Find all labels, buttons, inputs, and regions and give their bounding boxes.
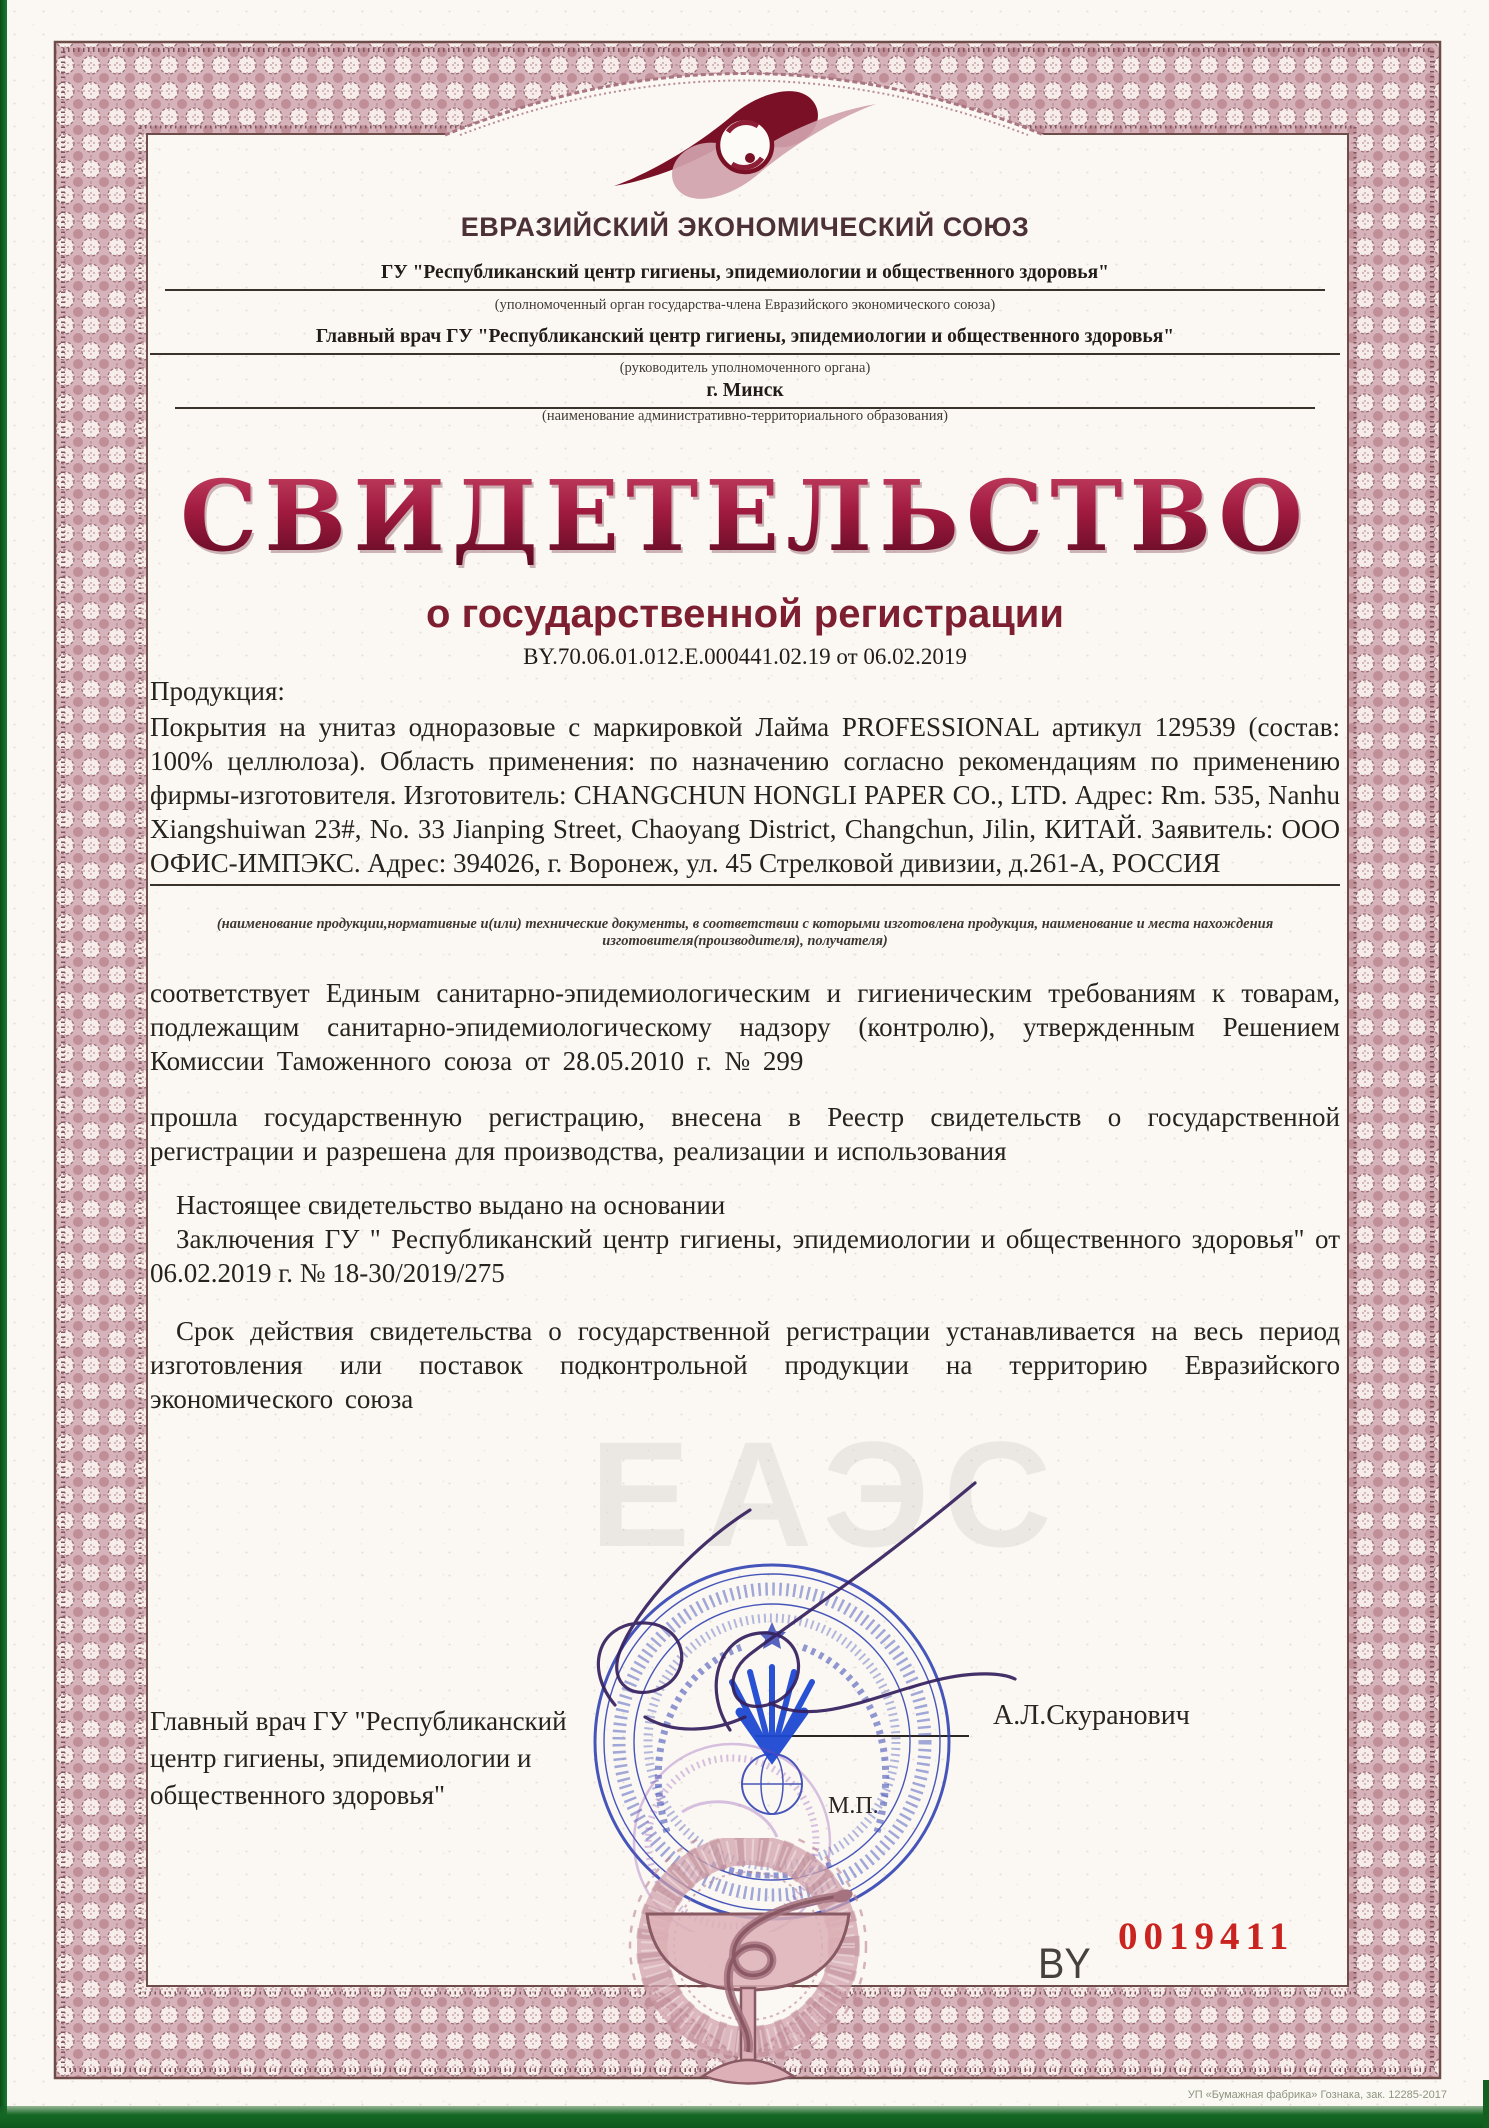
seal-place-label: М.П. (828, 1793, 879, 1819)
scan-edge-bottom (0, 2106, 1489, 2128)
certificate-subtitle: о государственной регистрации (426, 592, 1064, 636)
certificate-title: СВИДЕТЕЛЬСТВО (150, 468, 1340, 565)
signature-stroke (545, 1455, 1045, 1765)
authority-caption: (уполномоченный орган государства-члена Евразийского экономического союза) (494, 297, 996, 313)
eaeu-logo (600, 70, 890, 220)
issued-conclusion-line: Заключения ГУ " Республиканский центр гигиены, эпидемиологии и общественного здоровья" от 06.02.2019 г. № 18-30/2019/275 (150, 1224, 1340, 1288)
blank-series: BY (1038, 1940, 1091, 1988)
product-label: Продукция: (150, 676, 285, 706)
signer-title: Главный врач ГУ "Республиканский центр гигиены, эпидемиологии и общественного здоровья" (150, 1706, 567, 1810)
product-caption: (наименование продукции,нормативные и(или) технические документы, в соответствии с которыми изготовлена продукция, наименование и места нахождения изготовителя(производителя), получателя) (216, 916, 1274, 949)
printing-house-note: УП «Бумажная фабрика» Гознака, зак. 12285-2017 (1187, 2089, 1447, 2101)
conformity-paragraph: соответствует Единым санитарно-эпидемиологическим и гигиеническим требованиям к товарам, подлежащим санитарно-эпидемиологическому надзору (контролю), утвержденным Решением Комиссии Таможенного союза от 28.05.2010 г. № 299 (150, 978, 1340, 1076)
validity-paragraph: Срок действия свидетельства о государственной регистрации устанавливается на весь период изготовления или поставок подконтрольной продукции на территорию Евразийского экономического союза (150, 1316, 1340, 1414)
certificate-number: BY.70.06.01.012.E.000441.02.19 от 06.02.2019 (523, 644, 967, 669)
eaes-watermark: ЕАЭС (590, 1410, 1066, 1578)
scan-edge-right (1483, 2080, 1489, 2128)
product-description: Покрытия на унитаз одноразовые с маркировкой Лайма PROFESSIONAL артикул 129539 (состав: 100% целлюлоза). Область применения: по назначению согласно рекомендациям по применению фирмы-изготовителя. Изготовитель: CHANGCHUN HONGLI PAPER CO., LTD. Адрес: Rm. 535, Nanhu Xiangshuiwan 23#, No. 33 Jianping Street, Chaoyang District, Changchun, Jilin, КИТАЙ. Заявитель: ООО ОФИС-ИМПЭКС. Адрес: 394026, г. Воронеж, ул. 45 Стрелковой дивизии, д.261-А, РОССИЯ (150, 710, 1340, 886)
issued-basis-line: Настоящее свидетельство выдано на основании (176, 1190, 726, 1220)
scan-edge-left (0, 0, 7, 2128)
signer-name: А.Л.Скуранович (993, 1700, 1190, 1731)
authority-name: ГУ "Республиканский центр гигиены, эпидемиологии и общественного здоровья" (165, 262, 1325, 291)
registration-paragraph: прошла государственную регистрацию, внесена в Реестр свидетельств о государственной регистрации и разрешена для производства, реализации и использования (150, 1102, 1340, 1166)
head-physician-name: Главный врач ГУ "Республиканский центр гигиены, эпидемиологии и общественного здоровья" (150, 326, 1340, 355)
hygieia-bowl-emblem (585, 1838, 915, 2108)
blank-serial-number: 0019411 (1118, 1915, 1295, 1958)
head-caption: (руководитель уполномоченного органа) (619, 360, 871, 376)
union-title: ЕВРАЗИЙСКИЙ ЭКОНОМИЧЕСКИЙ СОЮЗ (460, 212, 1030, 242)
city-caption: (наименование административно-территориального образования) (541, 408, 949, 424)
city-name: г. Минск (175, 380, 1315, 409)
